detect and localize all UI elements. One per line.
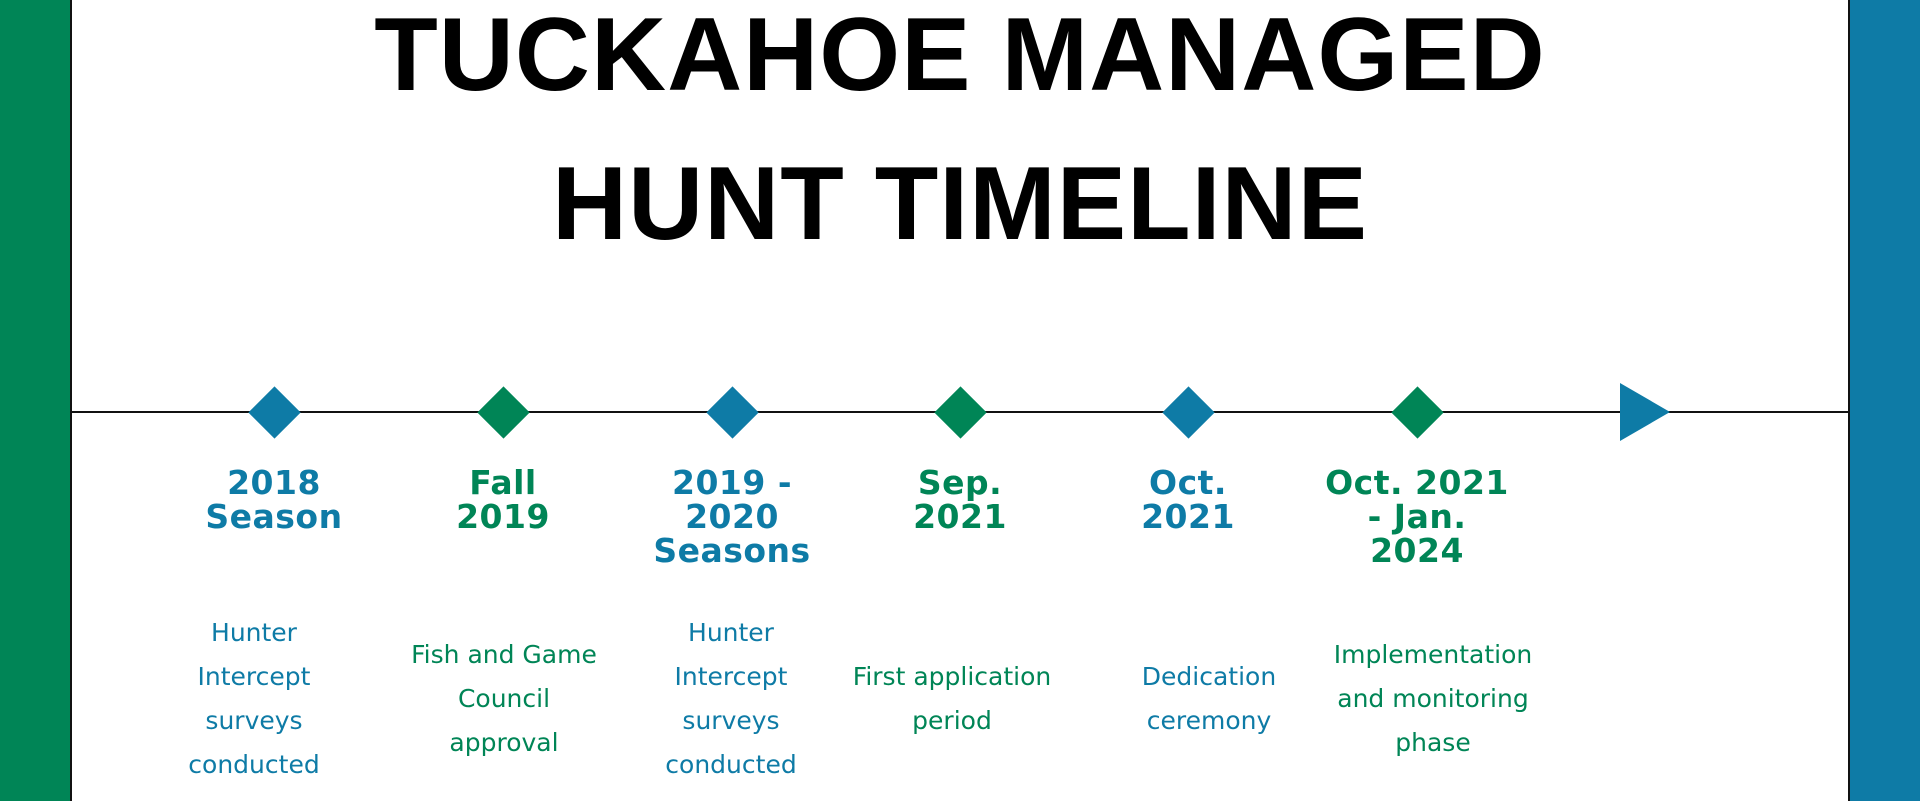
event-date-line: 2024 xyxy=(1370,531,1464,570)
event-description xyxy=(832,655,1072,743)
event-description xyxy=(1089,655,1329,743)
frame-border-right xyxy=(1848,0,1850,801)
event-description-line: Intercept xyxy=(197,662,311,691)
event-date-line: Oct. 2021 xyxy=(1325,463,1509,502)
event-date-label xyxy=(1058,463,1318,536)
event-date-line: 2021 xyxy=(1141,497,1235,536)
title-line-1: TUCKAHOE MANAGED xyxy=(374,0,1546,113)
event-description-line: conducted xyxy=(188,750,320,779)
event-date-line: 2018 xyxy=(227,463,321,502)
event-date-label xyxy=(830,463,1090,536)
event-date-label xyxy=(1287,463,1547,570)
event-date-line: Fall xyxy=(469,463,537,502)
event-description-line: conducted xyxy=(665,750,797,779)
event-description-line: surveys xyxy=(682,706,780,735)
event-date-label xyxy=(602,463,862,570)
event-description-line: Council xyxy=(457,684,551,713)
event-description-line: First application xyxy=(852,662,1052,691)
event-date-label xyxy=(373,463,633,536)
timeline-marker-diamond xyxy=(934,386,986,438)
event-description xyxy=(134,611,374,787)
event-description-line: Implementation xyxy=(1333,640,1533,669)
event-description-line: Hunter xyxy=(211,618,297,647)
event-date-line: 2019 xyxy=(456,497,550,536)
timeline-marker-diamond xyxy=(1391,386,1443,438)
event-description-line: Dedication xyxy=(1141,662,1277,691)
right-accent-bar xyxy=(1850,0,1920,801)
event-description-line: ceremony xyxy=(1146,706,1272,735)
event-date-label xyxy=(144,463,404,536)
event-date-line: Season xyxy=(205,497,343,536)
event-date-line: Seasons xyxy=(653,531,811,570)
event-date-line: - Jan. xyxy=(1367,497,1467,536)
event-description-line: period xyxy=(912,706,992,735)
timeline-marker-diamond xyxy=(706,386,758,438)
timeline-marker-diamond xyxy=(477,386,529,438)
event-description-line: Fish and Game xyxy=(411,640,597,669)
event-description xyxy=(1313,633,1553,765)
title-line-2: HUNT TIMELINE xyxy=(551,146,1369,262)
event-description-line: Intercept xyxy=(674,662,788,691)
event-description-line: approval xyxy=(449,728,559,757)
event-date-line: Oct. xyxy=(1149,463,1227,502)
timeline-marker-diamond xyxy=(248,386,300,438)
event-date-line: 2020 xyxy=(685,497,779,536)
event-description-line: Hunter xyxy=(688,618,774,647)
event-description xyxy=(611,611,851,787)
event-description-line: and monitoring xyxy=(1337,684,1529,713)
event-description-line: surveys xyxy=(205,706,303,735)
event-date-line: 2021 xyxy=(913,497,1007,536)
event-date-line: Sep. xyxy=(917,463,1003,502)
event-description-line: phase xyxy=(1395,728,1471,757)
timeline-arrow-icon xyxy=(1620,383,1670,441)
left-accent-bar xyxy=(0,0,70,801)
timeline-marker-diamond xyxy=(1162,386,1214,438)
event-date-line: 2019 - xyxy=(671,463,793,502)
event-description xyxy=(384,633,624,765)
